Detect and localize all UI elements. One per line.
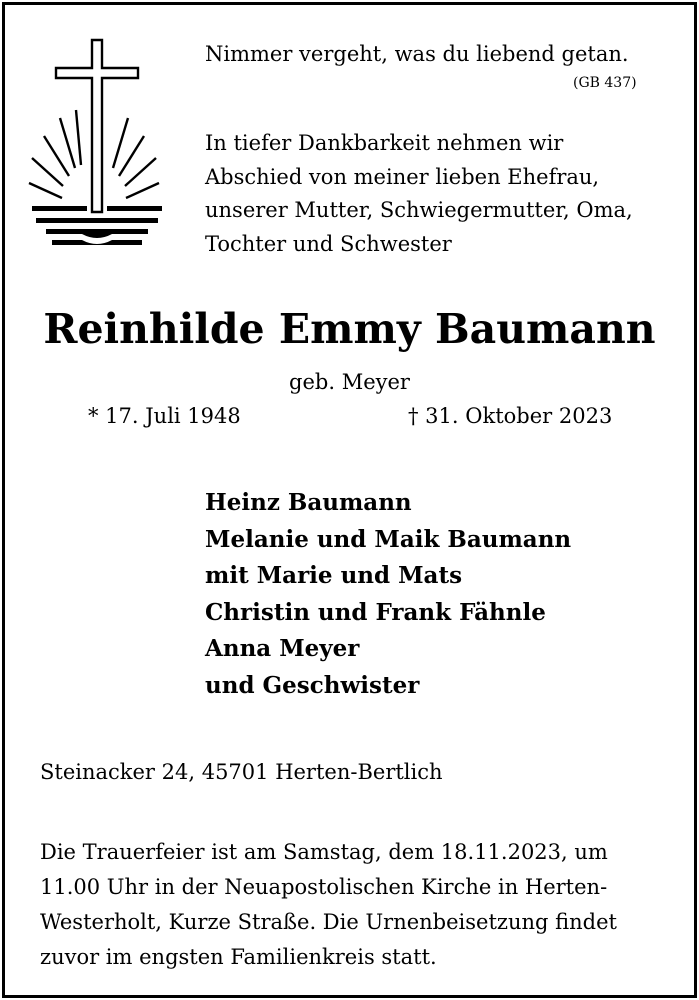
maiden-name: geb. Meyer [289, 370, 410, 394]
service-line: Die Trauerfeier ist am Samstag, dem 18.11.2023, um [40, 840, 608, 864]
mourner-line: mit Marie und Mats [205, 562, 463, 589]
service-line: Westerholt, Kurze Straße. Die Urnenbeisetzung findet [40, 910, 617, 934]
mourner-line: Anna Meyer [205, 635, 360, 662]
service-line: zuvor im engsten Familienkreis statt. [40, 945, 437, 969]
mourner-line: Melanie und Maik Baumann [205, 525, 572, 553]
mourner-line: Christin und Frank Fähnle [205, 598, 546, 626]
address: Steinacker 24, 45701 Herten-Bertlich [40, 760, 443, 784]
intro-line: Tochter und Schwester [205, 231, 452, 256]
intro-line: Abschied von meiner lieben Ehefrau, [205, 164, 600, 189]
intro-line: unserer Mutter, Schwiegermutter, Oma, [205, 198, 633, 222]
verse-text: Nimmer vergeht, was du liebend getan. [205, 42, 629, 66]
service-line: 11.00 Uhr in der Neuapostolischen Kirche in Herten- [40, 875, 608, 899]
birth-date: * 17. Juli 1948 [88, 404, 241, 428]
death-date: † 31. Oktober 2023 [408, 404, 613, 428]
intro-text [205, 127, 633, 261]
intro-line: In tiefer Dankbarkeit nehmen wir [205, 131, 564, 155]
mourner-line: Heinz Baumann [205, 489, 412, 516]
service-info [40, 835, 617, 975]
cross-rising-sun-icon [22, 38, 172, 248]
verse-reference: (GB 437) [573, 75, 637, 91]
mourners-list [205, 485, 571, 704]
deceased-name: Reinhilde Emmy Baumann [43, 305, 656, 353]
mourner-line: und Geschwister [205, 671, 420, 699]
